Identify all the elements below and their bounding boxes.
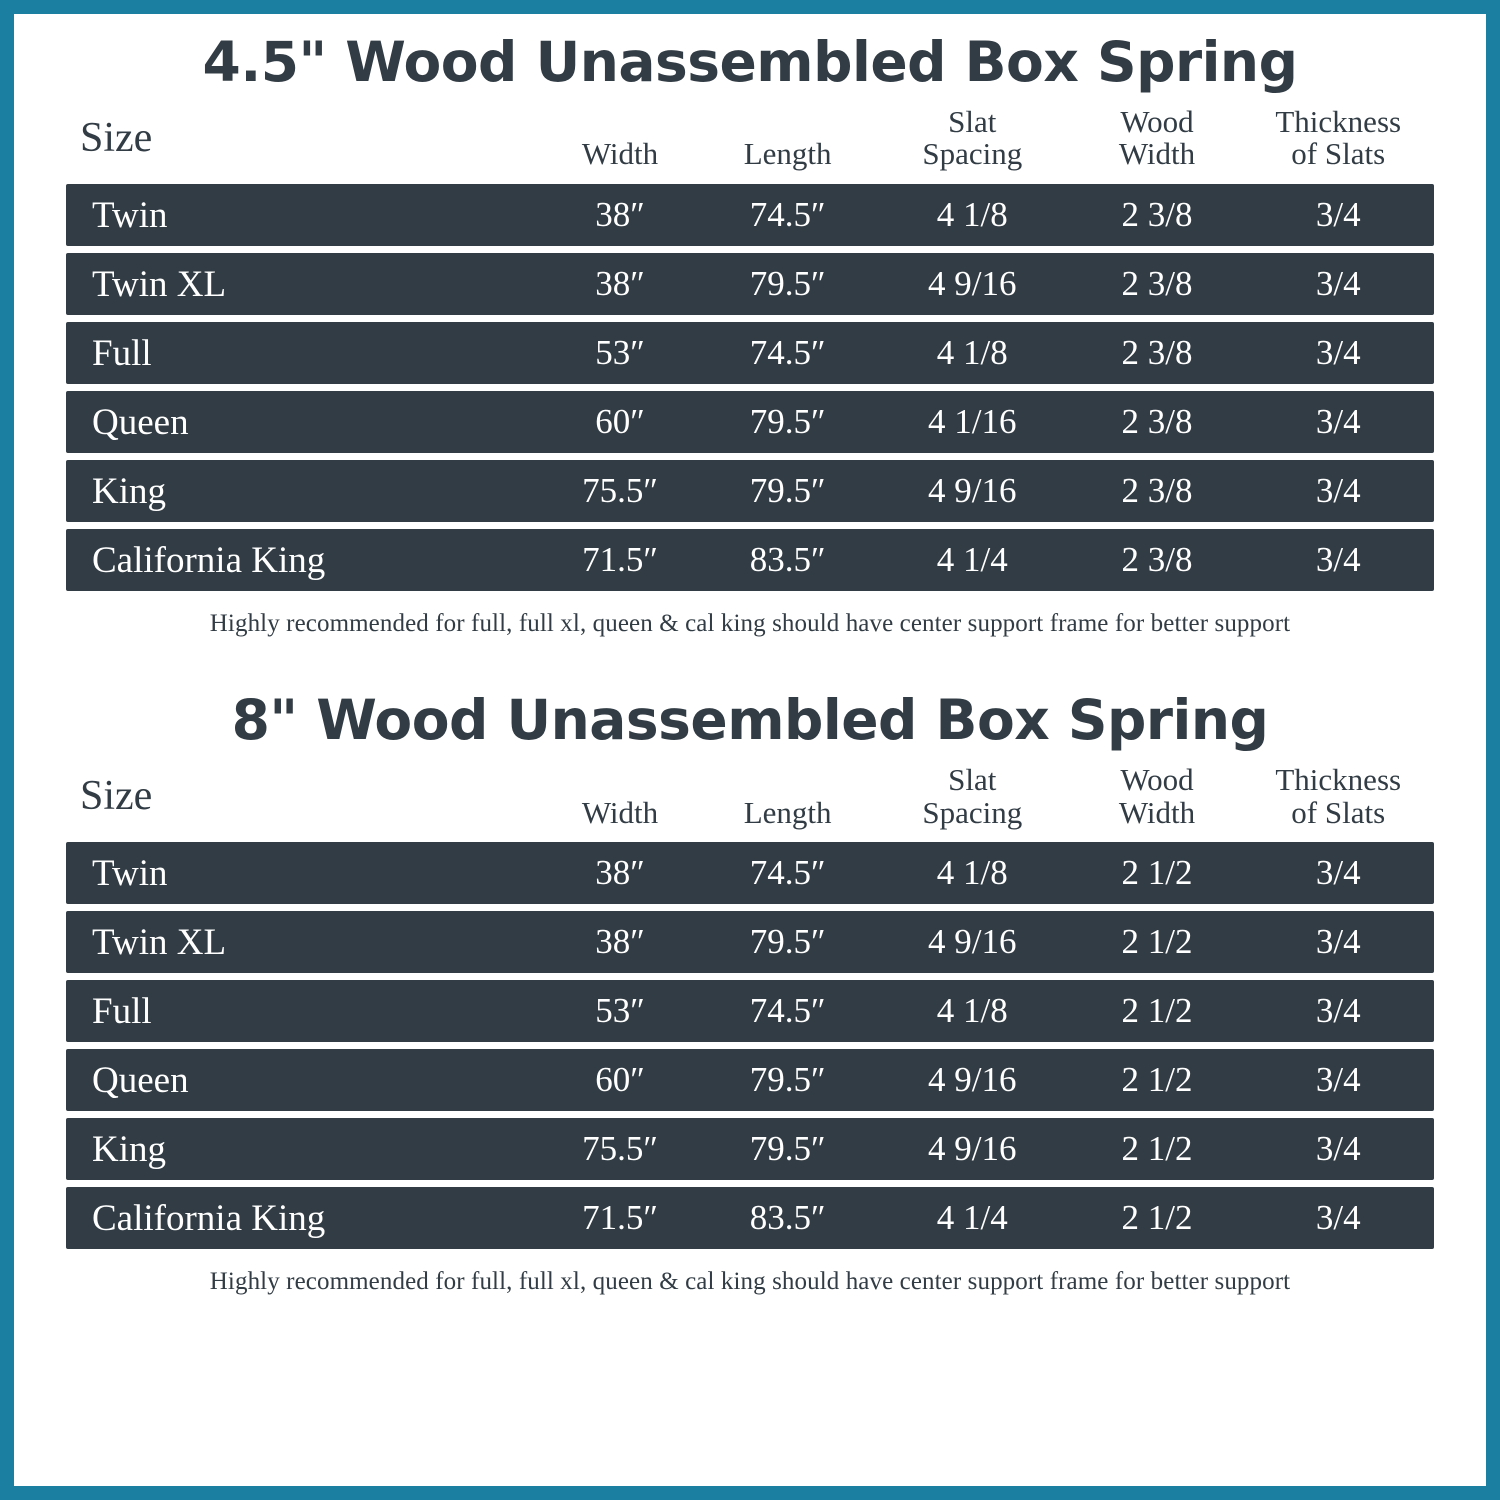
cell-thickness: 3/4: [1315, 195, 1361, 235]
cell-wood-width: 2 1/2: [1121, 1129, 1193, 1169]
cell-wood-width: 2 3/8: [1121, 471, 1193, 511]
table-header: [66, 761, 1434, 836]
cell-wood-width: 2 3/8: [1121, 264, 1193, 304]
support-note-second: Highly recommended for full, full xl, queen & cal king should have center support frame for better support: [209, 1268, 1291, 1296]
column-header-wood-width: [1071, 103, 1242, 178]
cell-slat-spacing: 4 1/16: [928, 402, 1017, 442]
column-header-slat-spacing: [873, 103, 1071, 178]
table-row: [66, 391, 1434, 453]
table-row: [66, 184, 1434, 246]
cell-length: 79.5″: [749, 264, 826, 304]
section-4point5-inch: [66, 32, 1434, 638]
column-header-size: Size: [80, 115, 153, 162]
support-note: Highly recommended for full, full xl, queen & cal king should have center support frame for better support: [209, 610, 1291, 638]
cell-width: 38″: [595, 922, 645, 962]
cell-wood-width: 2 1/2: [1121, 1198, 1193, 1238]
cell-slat-spacing: 4 1/8: [936, 853, 1008, 893]
cell-length: 79.5″: [749, 402, 826, 442]
header-row: [66, 106, 1434, 178]
cell-thickness: 3/4: [1315, 402, 1361, 442]
cell-size: King: [92, 1128, 166, 1170]
size-table-4point5: [66, 99, 1434, 599]
cell-thickness: 3/4: [1315, 922, 1361, 962]
table-row: [66, 322, 1434, 384]
page-title-second: 8" Wood Unassembled Box Spring: [231, 688, 1269, 753]
cell-length: 79.5″: [749, 1129, 826, 1169]
cell-slat-spacing: 4 1/4: [936, 540, 1008, 580]
cell-length: 79.5″: [749, 1060, 826, 1100]
column-header-slat-spacing-line2: Spacing: [922, 794, 1023, 830]
cell-wood-width: 2 1/2: [1121, 853, 1193, 893]
cell-wood-width: 2 3/8: [1121, 333, 1193, 373]
cell-wood-width: 2 1/2: [1121, 1060, 1193, 1100]
cell-length: 83.5″: [749, 1198, 826, 1238]
cell-wood-width: 2 1/2: [1121, 991, 1193, 1031]
column-header-thickness-line1: Thickness: [1275, 103, 1402, 139]
cell-size: California King: [92, 539, 326, 581]
cell-length: 74.5″: [749, 853, 826, 893]
cell-slat-spacing: 4 9/16: [928, 922, 1017, 962]
cell-length: 83.5″: [749, 540, 826, 580]
table-row: [66, 1049, 1434, 1111]
table-row: [66, 529, 1434, 591]
cell-width: 53″: [595, 333, 645, 373]
cell-width: 53″: [595, 991, 645, 1031]
table-row: [66, 460, 1434, 522]
column-header-thickness-line2: of Slats: [1291, 136, 1386, 172]
table-row: [66, 911, 1434, 973]
cell-width: 75.5″: [582, 471, 658, 511]
cell-size: California King: [92, 1197, 326, 1239]
cell-thickness: 3/4: [1315, 853, 1361, 893]
cell-slat-spacing: 4 1/8: [936, 333, 1008, 373]
column-header-thickness: [1242, 103, 1434, 178]
cell-wood-width: 2 3/8: [1121, 540, 1193, 580]
cell-length: 79.5″: [749, 471, 826, 511]
column-header-slat-spacing-line1: Slat: [948, 761, 997, 797]
cell-slat-spacing: 4 9/16: [928, 1129, 1017, 1169]
cell-width: 75.5″: [582, 1129, 658, 1169]
cell-slat-spacing: 4 1/8: [936, 195, 1008, 235]
cell-wood-width: 2 3/8: [1121, 195, 1193, 235]
cell-thickness: 3/4: [1315, 264, 1361, 304]
cell-thickness: 3/4: [1315, 1060, 1361, 1100]
column-header-length: Length: [743, 136, 832, 172]
cell-wood-width: 2 3/8: [1121, 402, 1193, 442]
cell-thickness: 3/4: [1315, 471, 1361, 511]
column-header-width: Width: [581, 794, 659, 830]
cell-size: Full: [92, 332, 152, 374]
column-header-wood-width-line1: Wood: [1120, 103, 1194, 139]
cell-slat-spacing: 4 1/8: [936, 991, 1008, 1031]
section-8-inch: [66, 690, 1434, 1296]
cell-slat-spacing: 4 9/16: [928, 1060, 1017, 1100]
cell-width: 60″: [595, 402, 645, 442]
table-header: [66, 103, 1434, 178]
cell-width: 38″: [595, 195, 645, 235]
page-inner: [14, 14, 1486, 1486]
cell-size: Twin XL: [92, 921, 227, 963]
cell-slat-spacing: 4 9/16: [928, 471, 1017, 511]
cell-thickness: 3/4: [1315, 540, 1361, 580]
cell-size: King: [92, 470, 166, 512]
cell-slat-spacing: 4 1/4: [936, 1198, 1008, 1238]
cell-width: 60″: [595, 1060, 645, 1100]
cell-width: 71.5″: [582, 1198, 658, 1238]
cell-size: Twin: [92, 194, 168, 236]
column-header-width: Width: [581, 136, 659, 172]
cell-length: 79.5″: [749, 922, 826, 962]
cell-size: Queen: [92, 401, 189, 443]
cell-width: 38″: [595, 853, 645, 893]
table-row: [66, 1118, 1434, 1180]
cell-size: Twin: [92, 852, 168, 894]
cell-thickness: 3/4: [1315, 1129, 1361, 1169]
table-body: [66, 184, 1434, 591]
cell-size: Full: [92, 990, 152, 1032]
cell-thickness: 3/4: [1315, 991, 1361, 1031]
column-header-size: Size: [80, 773, 153, 820]
column-header-length: Length: [743, 794, 832, 830]
table-row: [66, 842, 1434, 904]
column-header-thickness: [1242, 761, 1434, 836]
table-row: [66, 253, 1434, 315]
column-header-slat-spacing-line1: Slat: [948, 103, 997, 139]
column-header-wood-width: [1071, 761, 1242, 836]
column-header-thickness-line1: Thickness: [1275, 761, 1402, 797]
size-table-8inch: [66, 757, 1434, 1257]
table-row: [66, 980, 1434, 1042]
column-header-slat-spacing-line2: Spacing: [922, 136, 1023, 172]
cell-length: 74.5″: [749, 333, 826, 373]
column-header-wood-width-line2: Width: [1118, 794, 1196, 830]
table-body: [66, 842, 1434, 1249]
table-row: [66, 1187, 1434, 1249]
cell-length: 74.5″: [749, 991, 826, 1031]
page-title: 4.5" Wood Unassembled Box Spring: [202, 30, 1298, 94]
column-header-wood-width-line1: Wood: [1120, 761, 1194, 797]
cell-wood-width: 2 1/2: [1121, 922, 1193, 962]
cell-width: 38″: [595, 264, 645, 304]
column-header-thickness-line2: of Slats: [1291, 794, 1386, 830]
cell-thickness: 3/4: [1315, 1198, 1361, 1238]
column-header-slat-spacing: [873, 761, 1071, 836]
cell-slat-spacing: 4 9/16: [928, 264, 1017, 304]
header-row: [66, 764, 1434, 836]
cell-thickness: 3/4: [1315, 333, 1361, 373]
cell-size: Queen: [92, 1059, 189, 1101]
column-header-wood-width-line2: Width: [1118, 136, 1196, 172]
cell-width: 71.5″: [582, 540, 658, 580]
cell-length: 74.5″: [749, 195, 826, 235]
cell-size: Twin XL: [92, 263, 227, 305]
